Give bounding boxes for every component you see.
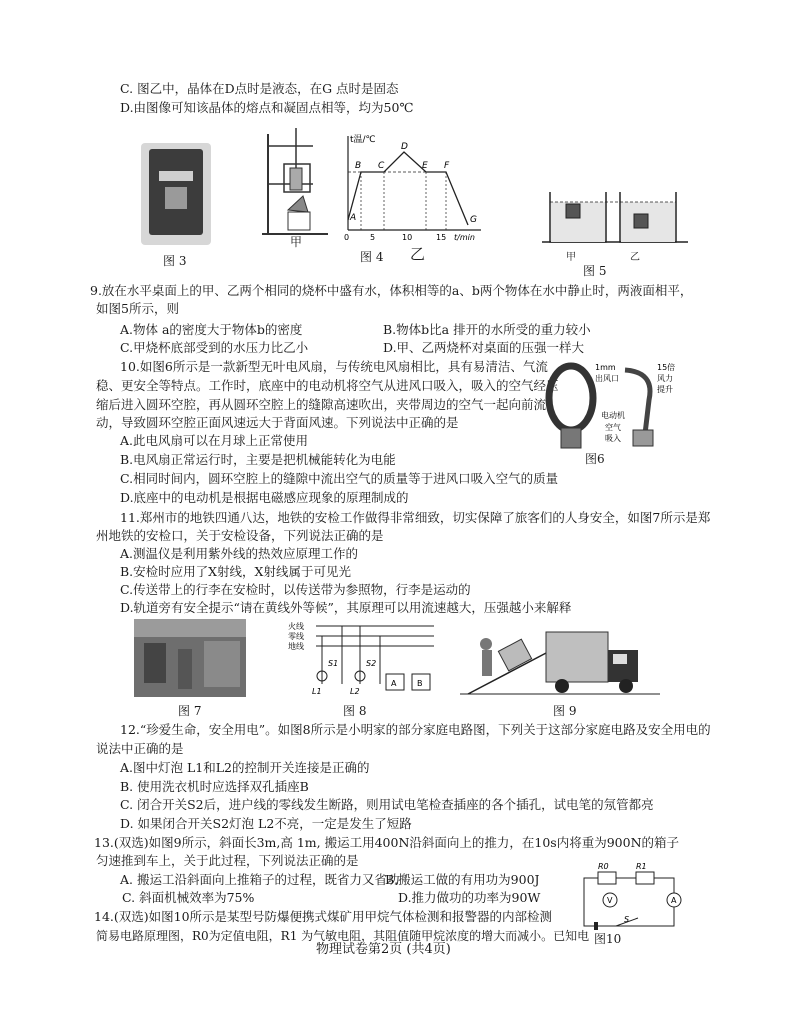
fig8-s2: S2 xyxy=(366,659,377,668)
fig5-yi-label: 乙 xyxy=(630,252,640,263)
fig4-graph xyxy=(336,130,486,242)
q12-option-d: D. 如果闭合开关S2灯泡 L2不亮，一定是发生了短路 xyxy=(120,816,412,831)
fig7-caption: 图 7 xyxy=(178,704,202,718)
q10-line3: 缩后进入圆环空腔，再从圆环空腔上的缝隙高速吹出，夹带周边的空气一起向前流 xyxy=(96,397,547,412)
q9-option-a: A.物体 a的密度大于物体b的密度 xyxy=(120,322,303,337)
q10-line4: 动，导致圆环空腔正面风速远大于背面风速。下列说法中正确的是 xyxy=(96,415,459,430)
q14-line2: 简易电路原理图，R0为定值电阻，R1 为气敏电阻，其阻值随甲烷浓度的增大而减小。已知电 xyxy=(96,929,590,943)
q9-stem-line2: 如图5所示，则 xyxy=(96,301,179,316)
fig8-caption: 图 8 xyxy=(343,704,367,718)
fig6-label-air: 空气 xyxy=(605,423,621,432)
q11-option-d: D.轨道旁有安全提示“请在黄线外等候”，其原理可以用流速越大，压强越小来解释 xyxy=(120,600,572,615)
fig8-l1: L1 xyxy=(312,687,322,696)
q13-option-c: C. 斜面机械效率为75% xyxy=(122,890,255,905)
tick-15: 15 xyxy=(436,233,447,242)
q10-option-d: D.底座中的电动机是根据电磁感应现象的原理制成的 xyxy=(120,490,409,505)
fig6-label-15x: 15倍 xyxy=(657,363,675,372)
q9-stem-line1: 9.放在水平桌面上的甲、乙两个相同的烧杯中盛有水，体积相等的a、b两个物体在水中静止时，两液面相平， xyxy=(90,283,693,298)
fig5-beakers xyxy=(540,188,690,250)
q9-option-b: B.物体b比a 排开的水所受的重力较小 xyxy=(383,322,591,337)
fig6-label-boost: 提升 xyxy=(657,385,673,394)
fig10-switch: S xyxy=(624,915,630,924)
fig6-label-intake: 吸入 xyxy=(605,434,621,443)
fig6-label-wind: 风力 xyxy=(657,374,673,383)
q10-line1: 10.如图6所示是一款新型无叶电风扇，与传统电风扇相比，具有易清洁、气流 xyxy=(120,359,548,374)
graph-ylabel: t温/℃ xyxy=(350,135,376,145)
fig5-caption: 图 5 xyxy=(583,264,607,278)
fig10-r0: R0 xyxy=(598,862,609,871)
pt-g: G xyxy=(470,215,477,225)
q11-option-a: A.测温仪是利用紫外线的热效应原理工作的 xyxy=(120,546,359,561)
q12-line2: 说法中正确的是 xyxy=(96,741,184,756)
q11-line1: 11.郑州市的地铁四通八达，地铁的安检工作做得非常细致，切实保障了旅客们的人身安全，如图7所示是郑 xyxy=(120,510,711,525)
fig8-s1: S1 xyxy=(328,659,339,668)
tick-0: 0 xyxy=(344,233,350,242)
page-footer: 物理试卷第2页 (共4页) xyxy=(316,942,451,957)
q13-line2: 匀速推到车上，关于此过程，下列说法正确的是 xyxy=(96,853,359,868)
fig4-caption: 图 4 xyxy=(360,250,384,264)
q13-line1: 13.(双选)如图9所示，斜面长3m,高 1m, 搬运工用400N沿斜面向上的推力，在10s内将重为900N的箱子 xyxy=(94,835,680,850)
q11-option-b: B.安检时应用了X射线，X射线属于可见光 xyxy=(120,564,351,579)
q10-option-a: A.此电风扇可以在月球上正常使用 xyxy=(120,433,309,448)
fig8-socket-a: A xyxy=(391,679,397,688)
fig6-fan xyxy=(545,358,675,450)
fig4-jia-label: 甲 xyxy=(290,235,303,249)
pt-c: C xyxy=(378,161,385,171)
pt-b: B xyxy=(355,161,362,171)
pt-e: E xyxy=(422,161,428,171)
q8-option-d: D.由图像可知该晶体的熔点和凝固点相等，均为50℃ xyxy=(120,100,414,115)
fig7-photo xyxy=(134,619,246,697)
fig8-socket-b: B xyxy=(417,679,423,688)
pt-d: D xyxy=(401,142,408,152)
graph-xlabel: t/min xyxy=(454,233,475,242)
q13-option-a: A. 搬运工沿斜面向上推箱子的过程，既省力又省功 xyxy=(120,872,400,887)
q12-line1: 12.“珍爱生命，安全用电”。如图8所示是小明家的部分家庭电路图，下列关于这部分家庭电路及安全用电的 xyxy=(120,722,711,737)
tick-5: 5 xyxy=(370,233,376,242)
q9-option-c: C.甲烧杯底部受到的水压力比乙小 xyxy=(120,340,309,355)
q12-option-a: A.图中灯泡 L1和L2的控制开关连接是正确的 xyxy=(120,760,370,775)
q12-option-b: B. 使用洗衣机时应选择双孔插座B xyxy=(120,779,309,794)
fig6-caption: 图6 xyxy=(585,452,605,466)
tick-10: 10 xyxy=(402,233,413,242)
fig3-photo xyxy=(141,143,211,245)
fig4-apparatus xyxy=(258,126,333,244)
fig6-label-1mm: 1mm xyxy=(595,363,616,372)
fig10-r1: R1 xyxy=(636,862,647,871)
q10-option-b: B.电风扇正常运行时，主要是把机械能转化为电能 xyxy=(120,452,396,467)
q9-option-d: D.甲、乙两烧杯对桌面的压强一样大 xyxy=(383,340,585,355)
fig8-circuit xyxy=(288,618,438,700)
fig8-zero-label: 零线 xyxy=(288,632,304,641)
fig9-caption: 图 9 xyxy=(553,704,577,718)
fig4-yi-label: 乙 xyxy=(410,245,426,263)
fig8-l2: L2 xyxy=(350,687,360,696)
fig10-ammeter: A xyxy=(671,896,677,905)
fig10-caption: 图10 xyxy=(594,932,622,946)
pt-f: F xyxy=(444,161,450,171)
fig3-caption: 图 3 xyxy=(163,254,187,268)
q13-option-d: D.推力做功的功率为90W xyxy=(398,890,541,905)
q14-line1: 14.(双选)如图10所示是某型号防爆便携式煤矿用甲烷气体检测和报警器的内部检测 xyxy=(94,909,553,924)
fig10-circuit xyxy=(574,860,684,930)
fig6-label-motor: 电动机 xyxy=(601,411,625,420)
q10-line2: 稳、更安全等特点。工作时，底座中的电动机将空气从进风口吸入，吸入的空气经压 xyxy=(96,378,559,393)
fig8-ground-label: 地线 xyxy=(288,642,304,651)
fig10-voltmeter: V xyxy=(607,896,613,905)
q12-option-c: C. 闭合开关S2后，进户线的零线发生断路，则用试电笔检查插座的各个插孔，试电笔的氖管都亮 xyxy=(120,797,654,812)
fig9-ramp-truck xyxy=(458,622,663,698)
q11-line2: 州地铁的安检口，关于安检设备，下列说法正确的是 xyxy=(96,528,384,543)
q10-option-c: C.相同时间内，圆环空腔上的缝隙中流出空气的质量等于进风口吸入空气的质量 xyxy=(120,471,559,486)
q11-option-c: C.传送带上的行李在安检时，以传送带为参照物，行李是运动的 xyxy=(120,582,471,597)
q13-option-b: B.搬运工做的有用功为900J xyxy=(385,872,540,887)
pt-a: A xyxy=(350,213,357,223)
q8-option-c: C. 图乙中，晶体在D点时是液态，在G 点时是固态 xyxy=(120,81,399,96)
fig6-label-outlet: 出风口 xyxy=(595,374,619,383)
fig5-jia-label: 甲 xyxy=(566,252,576,263)
fig8-fire-label: 火线 xyxy=(288,622,304,631)
